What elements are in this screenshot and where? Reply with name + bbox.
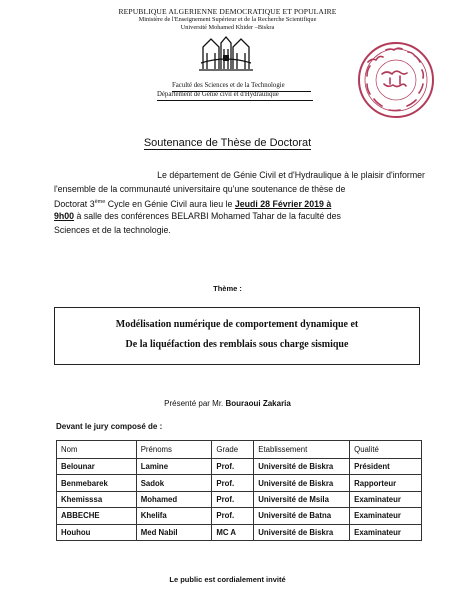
table-row — [57, 459, 422, 475]
announcement-line-1: Le département de Génie Civil et d'Hydraulique à le plaisir d'informer — [157, 170, 425, 180]
cell-qualite: Examinateur — [350, 508, 422, 524]
announcement-line-4 — [54, 210, 425, 224]
theme-label: Thème : — [213, 284, 242, 293]
university-logo — [197, 33, 255, 73]
cell-grade: Prof. — [212, 491, 254, 507]
theme-box — [54, 307, 420, 365]
line3-start: Doctorat 3 — [54, 198, 95, 209]
cell-grade: Prof. — [212, 508, 254, 524]
cell-prenom: Sadok — [136, 475, 212, 491]
cell-nom: Belounar — [57, 459, 137, 475]
table-row — [57, 524, 422, 540]
jury-header-row — [57, 441, 422, 459]
table-row — [57, 491, 422, 507]
jury-table — [56, 440, 422, 541]
university-header: Université Mohamed Khider –Biskra — [180, 24, 275, 31]
presenter-line — [0, 399, 455, 408]
cell-etablissement: Université de Biskra — [254, 475, 350, 491]
header-etablissement: Etablissement — [254, 441, 350, 459]
cell-prenom: Mohamed — [136, 491, 212, 507]
theme-line-2: De la liquéfaction des remblais sous charge sismique — [125, 339, 349, 350]
cell-nom: Benmebarek — [57, 475, 137, 491]
official-stamp — [356, 40, 436, 120]
header-prenoms: Prénoms — [136, 441, 212, 459]
presenter-name: Bouraoui Zakaria — [225, 399, 291, 408]
cell-etablissement: Université de Biskra — [254, 459, 350, 475]
cell-qualite: Examinateur — [350, 491, 422, 507]
title-text: Soutenance de Thèse de Doctorat — [143, 137, 312, 149]
table-row — [57, 508, 422, 524]
cell-qualite: Président — [350, 459, 422, 475]
cell-qualite: Rapporteur — [350, 475, 422, 491]
cell-prenom: Khelifa — [136, 508, 212, 524]
cell-etablissement: Université de Biskra — [254, 524, 350, 540]
cell-grade: Prof. — [212, 459, 254, 475]
ministry-header: Ministère de l'Enseignement Supérieur et de la Recherche Scientifique — [138, 16, 317, 23]
invitation-footer: Le public est cordialement invité — [169, 575, 286, 584]
header-grade: Grade — [212, 441, 254, 459]
theme-line-1: Modélisation numérique de comportement dynamique et — [115, 319, 359, 330]
announcement-line-2: l'ensemble de la communauté universitaire qu'une soutenance de thèse de — [54, 184, 346, 194]
cell-prenom: Med Nabil — [136, 524, 212, 540]
header-nom: Nom — [57, 441, 137, 459]
header-qualite: Qualité — [350, 441, 422, 459]
cycle-superscript: ème — [94, 199, 106, 205]
announcement-line-5: Sciences et de la technologie. — [54, 225, 171, 235]
faculty-name: Faculté des Sciences et de la Technologie — [172, 82, 285, 89]
defense-time: 9h00 — [54, 211, 75, 221]
line3-middle: Cycle en Génie Civil aura lieu le — [105, 198, 235, 209]
jury-label: Devant le jury composé de : — [56, 422, 163, 431]
cell-etablissement: Université de Msila — [254, 491, 350, 507]
defense-date: Jeudi 28 Février 2019 à — [234, 198, 332, 209]
cell-nom: Khemisssa — [57, 491, 137, 507]
cell-qualite: Examinateur — [350, 524, 422, 540]
cell-grade: Prof. — [212, 475, 254, 491]
line4-rest: à salle des conférences BELARBI Mohamed Tahar de la faculté des — [74, 211, 341, 221]
table-row — [57, 475, 422, 491]
republic-header: REPUBLIQUE ALGERIENNE DEMOCRATIQUE ET POPULAIRE — [118, 7, 337, 16]
department-name: Département de Génie civil et d'Hydraulique — [157, 91, 279, 98]
cell-nom: ABBECHE — [57, 508, 137, 524]
cell-nom: Houhou — [57, 524, 137, 540]
page-title — [0, 137, 455, 149]
cell-prenom: Lamine — [136, 459, 212, 475]
department-underline — [157, 100, 313, 101]
cell-etablissement: Université de Batna — [254, 508, 350, 524]
presenter-prefix: Présenté par Mr. — [164, 399, 226, 408]
cell-grade: MC A — [212, 524, 254, 540]
